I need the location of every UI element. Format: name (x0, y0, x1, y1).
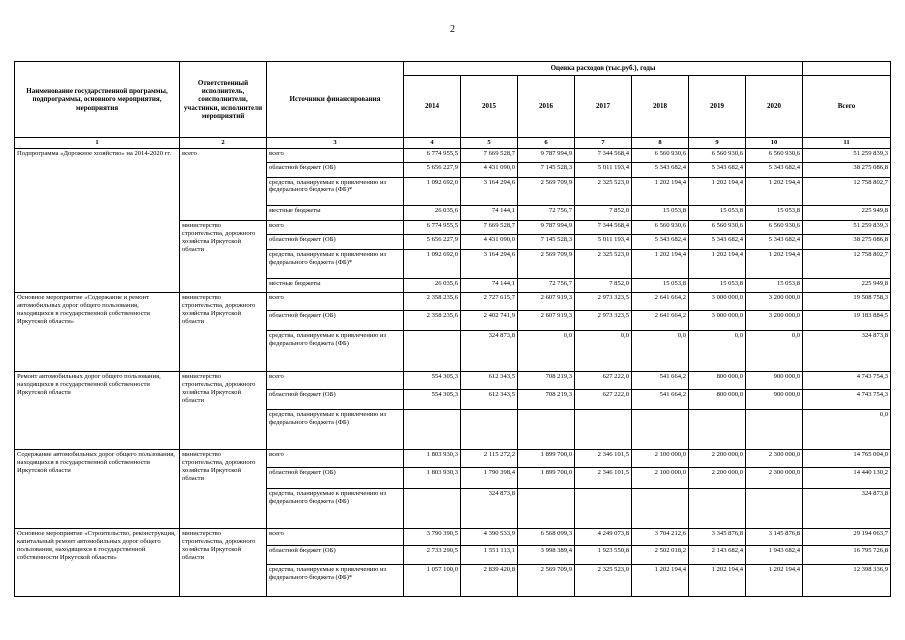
row-source: всего (267, 148, 404, 162)
value-cell: 15 053,8 (632, 206, 689, 221)
value-cell: 900 000,0 (746, 389, 803, 409)
value-cell: 2 100 000,0 (632, 468, 689, 488)
row-source: областной бюджет (ОБ) (267, 162, 404, 177)
value-cell: 29 194 063,7 (803, 528, 891, 545)
value-cell: 0,0 (803, 410, 891, 450)
value-cell: 6 560 930,6 (746, 148, 803, 162)
value-cell: 7 852,0 (575, 206, 632, 221)
value-cell: 4 743 754,3 (803, 389, 891, 409)
value-cell: 9 787 994,9 (518, 148, 575, 162)
value-cell: 2 100 000,0 (632, 450, 689, 468)
value-cell: 5 011 193,4 (575, 234, 632, 249)
row-source: всего (267, 371, 404, 389)
header-sources: Источники финансирования (267, 62, 404, 138)
value-cell: 2 727 615,7 (461, 293, 518, 311)
value-cell: 612 343,5 (461, 371, 518, 389)
header-year: 2014 (404, 76, 461, 138)
value-cell: 1 803 930,3 (404, 468, 461, 488)
value-cell: 1 202 194,4 (689, 565, 746, 597)
value-cell: 1 202 194,4 (689, 249, 746, 279)
value-cell: 6 774 955,5 (404, 148, 461, 162)
value-cell: 0,0 (518, 331, 575, 371)
column-number: 2 (180, 138, 267, 149)
value-cell: 1 202 194,4 (746, 249, 803, 279)
value-cell: 0,0 (689, 331, 746, 371)
row-name: Ремонт автомобильных дорог общего пользования, находящихся в государственной собственности Иркутской области (15, 371, 180, 450)
value-cell: 7 852,0 (575, 279, 632, 293)
value-cell: 5 011 193,4 (575, 162, 632, 177)
value-cell: 5 343 682,4 (689, 234, 746, 249)
value-cell: 612 343,5 (461, 389, 518, 409)
row-executor: министерство строительства, дорожного хозяйства Иркутской области (180, 293, 267, 372)
row-source: областной бюджет (ОБ) (267, 234, 404, 249)
value-cell (689, 410, 746, 450)
value-cell (404, 410, 461, 450)
value-cell: 1 092 692,0 (404, 249, 461, 279)
value-cell: 15 053,8 (689, 279, 746, 293)
column-number: 6 (518, 138, 575, 149)
header-expenses: Оценка расходов (тыс.руб.), годы (404, 62, 803, 76)
value-cell: 0,0 (632, 331, 689, 371)
value-cell: 6 560 930,6 (689, 221, 746, 235)
header-year: Всего (803, 76, 891, 138)
value-cell: 3 000 000,0 (689, 311, 746, 331)
value-cell: 1 551 113,1 (461, 545, 518, 564)
value-cell: 16 795 726,8 (803, 545, 891, 564)
value-cell: 2 973 323,5 (575, 311, 632, 331)
value-cell (575, 488, 632, 528)
value-cell: 3 145 876,8 (746, 528, 803, 545)
value-cell: 2 502 018,2 (632, 545, 689, 564)
value-cell: 627 222,0 (575, 389, 632, 409)
value-cell (689, 488, 746, 528)
value-cell: 541 664,2 (632, 371, 689, 389)
column-number: 3 (267, 138, 404, 149)
value-cell: 5 343 682,4 (689, 162, 746, 177)
value-cell: 2 569 709,9 (518, 249, 575, 279)
value-cell: 9 787 994,9 (518, 221, 575, 235)
value-cell: 72 756,7 (518, 206, 575, 221)
value-cell: 1 899 700,0 (518, 450, 575, 468)
row-executor: министерство строительства, дорожного хозяйства Иркутской области (180, 450, 267, 529)
value-cell (461, 410, 518, 450)
value-cell: 800 000,0 (689, 371, 746, 389)
value-cell (404, 331, 461, 371)
row-source: областной бюджет (ОБ) (267, 311, 404, 331)
value-cell: 7 669 528,7 (461, 221, 518, 235)
row-source: областной бюджет (ОБ) (267, 545, 404, 564)
value-cell: 0,0 (746, 331, 803, 371)
row-name: Содержание автомобильных дорог общего пользования, находящихся в государственной собственности Иркутской области (15, 450, 180, 529)
value-cell: 2 325 523,0 (575, 249, 632, 279)
row-source: средства, планируемые к привлечению из федерального бюджета (ФБ)* (267, 249, 404, 279)
value-cell: 38 275 086,8 (803, 162, 891, 177)
value-cell (746, 410, 803, 450)
value-cell: 7 145 528,3 (518, 162, 575, 177)
value-cell: 0,0 (575, 331, 632, 371)
value-cell: 1 202 194,4 (632, 249, 689, 279)
header-year: 2018 (632, 76, 689, 138)
value-cell: 7 145 528,3 (518, 234, 575, 249)
value-cell: 3 790 390,5 (404, 528, 461, 545)
value-cell: 5 656 227,9 (404, 234, 461, 249)
value-cell: 6 560 930,6 (632, 221, 689, 235)
value-cell: 3 000 000,0 (689, 293, 746, 311)
header-year: 2020 (746, 76, 803, 138)
value-cell: 2 300 000,0 (746, 450, 803, 468)
value-cell: 38 275 086,8 (803, 234, 891, 249)
value-cell: 72 756,7 (518, 279, 575, 293)
value-cell (518, 410, 575, 450)
value-cell: 800 000,0 (689, 389, 746, 409)
value-cell: 2 641 664,2 (632, 311, 689, 331)
row-executor: министерство строительства, дорожного хозяйства Иркутской области (180, 221, 267, 293)
value-cell: 15 053,8 (689, 206, 746, 221)
value-cell: 5 343 682,4 (746, 234, 803, 249)
table-row (15, 450, 891, 468)
table-row (15, 293, 891, 311)
header-name: Наименование государственной программы, подпрограммы, основного мероприятия, мероприятия (15, 62, 180, 138)
value-cell: 3 345 876,8 (689, 528, 746, 545)
value-cell: 12 758 802,7 (803, 249, 891, 279)
value-cell: 225 949,8 (803, 279, 891, 293)
value-cell: 4 743 754,3 (803, 371, 891, 389)
value-cell: 2 402 741,9 (461, 311, 518, 331)
value-cell: 2 346 101,5 (575, 468, 632, 488)
value-cell: 1 790 398,4 (461, 468, 518, 488)
value-cell: 2 325 523,0 (575, 177, 632, 206)
row-source: всего (267, 221, 404, 235)
value-cell: 15 053,8 (632, 279, 689, 293)
value-cell: 4 431 090,0 (461, 162, 518, 177)
value-cell: 554 305,3 (404, 371, 461, 389)
value-cell: 14 440 130,2 (803, 468, 891, 488)
value-cell: 2 569 709,9 (518, 177, 575, 206)
value-cell: 2 973 323,5 (575, 293, 632, 311)
value-cell: 2 607 919,3 (518, 293, 575, 311)
value-cell: 19 183 884,5 (803, 311, 891, 331)
value-cell: 2 607 919,3 (518, 311, 575, 331)
value-cell: 5 343 682,4 (632, 234, 689, 249)
row-source: всего (267, 450, 404, 468)
value-cell: 324 873,8 (461, 331, 518, 371)
value-cell: 6 568 099,3 (518, 528, 575, 545)
table-row (15, 371, 891, 389)
header-year: 2015 (461, 76, 518, 138)
value-cell: 4 431 090,0 (461, 234, 518, 249)
value-cell: 3 998 389,4 (518, 545, 575, 564)
value-cell (518, 488, 575, 528)
value-cell: 2 733 290,5 (404, 545, 461, 564)
value-cell: 5 656 227,9 (404, 162, 461, 177)
value-cell: 2 200 000,0 (689, 450, 746, 468)
value-cell: 1 057 100,0 (404, 565, 461, 597)
value-cell: 554 305,3 (404, 389, 461, 409)
column-number: 5 (461, 138, 518, 149)
value-cell: 225 949,8 (803, 206, 891, 221)
row-executor: всего (180, 148, 267, 220)
value-cell: 2 346 101,5 (575, 450, 632, 468)
value-cell: 2 839 420,8 (461, 565, 518, 597)
column-number: 8 (632, 138, 689, 149)
value-cell: 4 390 533,9 (461, 528, 518, 545)
column-number: 7 (575, 138, 632, 149)
header-year: 2017 (575, 76, 632, 138)
value-cell (632, 410, 689, 450)
value-cell: 5 343 682,4 (746, 162, 803, 177)
header-year: 2019 (689, 76, 746, 138)
value-cell: 12 398 336,9 (803, 565, 891, 597)
value-cell: 1 803 930,3 (404, 450, 461, 468)
row-name: Основное мероприятие «Содержание и ремонт автомобильных дорог общего пользования, находящихся в государственной собственности Иркутской области» (15, 293, 180, 372)
value-cell: 15 053,8 (746, 279, 803, 293)
value-cell: 2 143 682,4 (689, 545, 746, 564)
value-cell: 3 704 212,6 (632, 528, 689, 545)
row-name: Подпрограмма «Дорожное хозяйство» на 2014-2020 гг. (15, 148, 180, 292)
value-cell: 1 202 194,4 (746, 177, 803, 206)
header-executor: Ответственный исполнитель, соисполнители, участники, исполнители мероприятий (180, 62, 267, 138)
row-source: всего (267, 293, 404, 311)
value-cell: 2 325 523,0 (575, 565, 632, 597)
table-row (15, 528, 891, 545)
row-source: областной бюджет (ОБ) (267, 468, 404, 488)
header-year: 2016 (518, 76, 575, 138)
value-cell: 19 508 758,3 (803, 293, 891, 311)
value-cell: 6 774 955,5 (404, 221, 461, 235)
value-cell: 1 092 692,0 (404, 177, 461, 206)
value-cell: 26 035,6 (404, 279, 461, 293)
value-cell: 2 300 000,0 (746, 468, 803, 488)
page-number: 2 (450, 24, 455, 35)
row-source: средства, планируемые к привлечению из федерального бюджета (ФБ) (267, 331, 404, 371)
column-number: 11 (803, 138, 891, 149)
value-cell: 7 344 568,4 (575, 221, 632, 235)
row-source: областной бюджет (ОБ) (267, 389, 404, 409)
row-source: средства, планируемые к привлечению из федерального бюджета (ФБ) (267, 488, 404, 528)
value-cell: 7 344 568,4 (575, 148, 632, 162)
row-source: средства, планируемые к привлечению из федерального бюджета (ФБ)* (267, 565, 404, 597)
value-cell (746, 488, 803, 528)
value-cell: 51 259 839,3 (803, 221, 891, 235)
row-executor: министерство строительства, дорожного хозяйства Иркутской области (180, 371, 267, 450)
value-cell: 74 144,1 (461, 206, 518, 221)
value-cell: 6 560 930,6 (632, 148, 689, 162)
row-source: местные бюджеты (267, 279, 404, 293)
value-cell: 708 219,3 (518, 371, 575, 389)
column-number: 9 (689, 138, 746, 149)
row-name: Основное мероприятие «Строительство, реконструкция, капитальный ремонт автомобильных дорог общего пользования, находящихся в государственной собственности Иркутской области» (15, 528, 180, 596)
value-cell: 12 758 802,7 (803, 177, 891, 206)
value-cell: 1 202 194,4 (689, 177, 746, 206)
value-cell: 4 249 073,8 (575, 528, 632, 545)
value-cell: 1 923 550,8 (575, 545, 632, 564)
value-cell: 3 200 000,0 (746, 293, 803, 311)
value-cell: 51 259 839,3 (803, 148, 891, 162)
column-number: 1 (15, 138, 180, 149)
value-cell: 6 560 930,6 (689, 148, 746, 162)
value-cell: 5 343 682,4 (632, 162, 689, 177)
header-empty (803, 62, 891, 76)
column-number: 4 (404, 138, 461, 149)
value-cell: 2 358 235,6 (404, 293, 461, 311)
value-cell: 627 222,0 (575, 371, 632, 389)
value-cell: 2 115 272,2 (461, 450, 518, 468)
value-cell: 324 873,8 (803, 488, 891, 528)
value-cell: 1 943 682,4 (746, 545, 803, 564)
value-cell: 324 873,8 (803, 331, 891, 371)
budget-table (14, 61, 891, 597)
value-cell: 708 219,3 (518, 389, 575, 409)
value-cell: 74 144,1 (461, 279, 518, 293)
value-cell: 2 358 235,6 (404, 311, 461, 331)
value-cell: 26 035,6 (404, 206, 461, 221)
row-source: местные бюджеты (267, 206, 404, 221)
value-cell: 900 000,0 (746, 371, 803, 389)
row-source: средства, планируемые к привлечению из федерального бюджета (ФБ)* (267, 177, 404, 206)
value-cell: 7 669 528,7 (461, 148, 518, 162)
value-cell: 2 641 664,2 (632, 293, 689, 311)
value-cell: 3 200 000,0 (746, 311, 803, 331)
value-cell (575, 410, 632, 450)
value-cell: 1 202 194,4 (632, 177, 689, 206)
value-cell: 1 202 194,4 (746, 565, 803, 597)
table-row (15, 148, 891, 162)
value-cell (632, 488, 689, 528)
value-cell: 324 873,8 (461, 488, 518, 528)
value-cell: 3 164 294,6 (461, 249, 518, 279)
value-cell: 2 569 709,9 (518, 565, 575, 597)
value-cell: 1 899 700,0 (518, 468, 575, 488)
value-cell: 541 664,2 (632, 389, 689, 409)
row-source: средства, планируемые к привлечению из федерального бюджета (ФБ) (267, 410, 404, 450)
value-cell: 1 202 194,4 (632, 565, 689, 597)
column-number: 10 (746, 138, 803, 149)
value-cell: 15 053,8 (746, 206, 803, 221)
row-executor: министерство строительства, дорожного хозяйства Иркутской области (180, 528, 267, 596)
value-cell: 6 560 930,6 (746, 221, 803, 235)
row-source: всего (267, 528, 404, 545)
value-cell: 2 200 000,0 (689, 468, 746, 488)
value-cell: 3 164 294,6 (461, 177, 518, 206)
value-cell: 14 765 004,0 (803, 450, 891, 468)
value-cell (404, 488, 461, 528)
